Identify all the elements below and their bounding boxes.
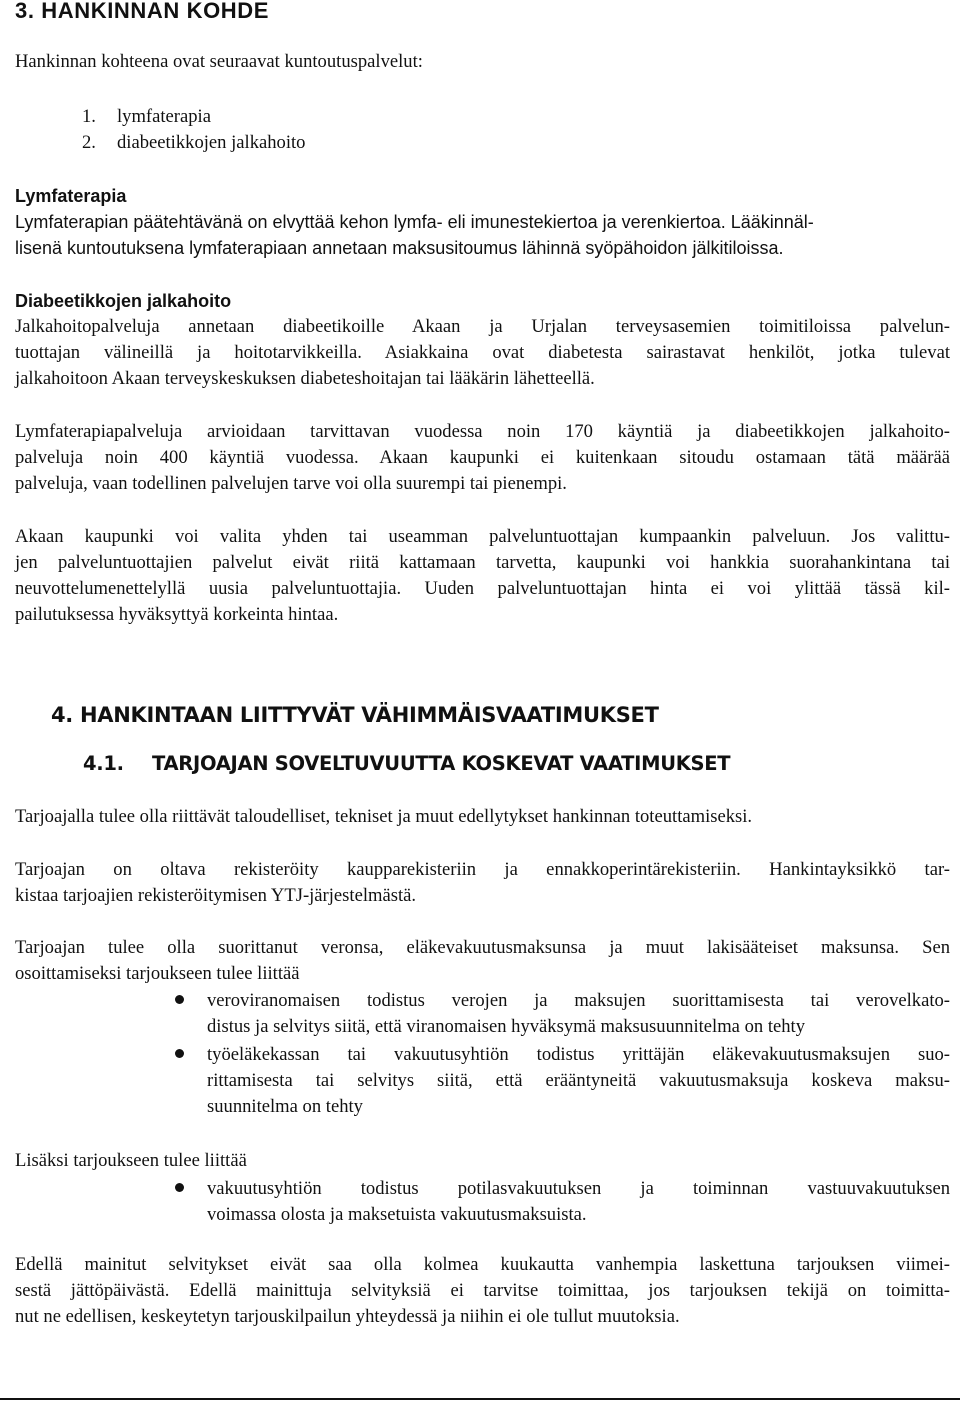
- list-item: [82, 130, 306, 156]
- section-3-heading: 3. HANKINNAN KOHDE: [15, 0, 270, 23]
- list-item: [82, 104, 211, 130]
- list-number: 2.: [82, 132, 96, 153]
- paragraph-line: Lymfaterapiapalveluja arvioidaan tarvittavan vuodessa noin 170 käyntiä ja diabeetikkojen jalkahoito-: [15, 421, 950, 442]
- paragraph-line: Lisäksi tarjoukseen tulee liittää: [15, 1150, 247, 1171]
- paragraph-line: jalkahoitoon Akaan terveyskeskuksen diabeteshoitajan tai lääkärin lähetteellä.: [15, 368, 595, 389]
- paragraph-line: Tarjoajan on oltava rekisteröity kaupparekisteriin ja ennakkoperintärekisteriin. Hankintayksikkö tar-: [15, 859, 950, 880]
- paragraph-line: sestä jättöpäivästä. Edellä mainittuja selvityksiä ei tarvitse toimittaa, jos tarjouksen tekijä on toimitta-: [15, 1280, 950, 1301]
- bullet-line: rittamisesta tai selvitys siitä, että erääntyneitä vakuutusmaksuja koskeva maksu-: [207, 1070, 950, 1091]
- bullet-line: voimassa olosta ja maksetuista vakuutusmaksuista.: [207, 1204, 587, 1225]
- intro-text: Hankinnan kohteena ovat seuraavat kuntoutuspalvelut:: [15, 51, 423, 72]
- subsection-number: 4.1.: [83, 752, 124, 775]
- bullet-line: suunnitelma on tehty: [207, 1096, 363, 1117]
- bullet-line: työeläkekassan tai vakuutusyhtiön todistus yrittäjän eläkevakuutusmaksujen suo-: [207, 1044, 950, 1065]
- paragraph-line: palveluja noin 400 käyntiä vuodessa. Akaan kaupunki ei kuitenkaan sitoudu ostamaan tätä määrää: [15, 447, 950, 468]
- section-4-heading: 4. HANKINTAAN LIITTYVÄT VÄHIMMÄISVAATIMUKSET: [51, 703, 659, 727]
- subsection-title: TARJOAJAN SOVELTUVUUTTA KOSKEVAT VAATIMUKSET: [152, 752, 731, 775]
- paragraph-line: pailutuksessa hyväksyttyä korkeinta hintaa.: [15, 604, 339, 625]
- paragraph-line: Tarjoajan tulee olla suorittanut veronsa, eläkevakuutusmaksunsa ja muut lakisääteiset maksunsa. Sen: [15, 937, 950, 958]
- bullet-line: veroviranomaisen todistus verojen ja maksujen suorittamisesta tai verovelkato-: [207, 990, 950, 1011]
- list-text: lymfaterapia: [117, 106, 211, 127]
- paragraph-line: Akaan kaupunki voi valita yhden tai useamman palveluntuottajan kumpaankin palveluun. Jos valittu-: [15, 526, 950, 547]
- list-number: 1.: [82, 106, 96, 127]
- paragraph-line: Tarjoajalla tulee olla riittävät taloudelliset, tekniset ja muut edellytykset hankinnan toteuttamiseksi.: [15, 806, 753, 827]
- lymfaterapia-heading: Lymfaterapia: [15, 186, 127, 206]
- bullet-icon: [175, 1183, 184, 1192]
- paragraph-line: Lymfaterapian päätehtävänä on elvyttää kehon lymfa- eli imunestekiertoa ja verenkiertoa. Lääkinnäl-: [15, 212, 814, 232]
- bullet-line: vakuutusyhtiön todistus potilasvakuutuksen ja toiminnan vastuuvakuutuksen: [207, 1178, 950, 1199]
- paragraph-line: osoittamiseksi tarjoukseen tulee liittää: [15, 963, 300, 984]
- paragraph-line: Edellä mainitut selvitykset eivät saa olla kolmea kuukautta vanhempia laskettuna tarjouksen viimei-: [15, 1254, 950, 1275]
- bullet-icon: [175, 1049, 184, 1058]
- paragraph-line: Jalkahoitopalveluja annetaan diabeetikoille Akaan ja Urjalan terveysasemien toimitiloissa palvelun-: [15, 316, 950, 337]
- list-text: diabeetikkojen jalkahoito: [117, 132, 306, 153]
- paragraph-line: lisenä kuntoutuksena lymfaterapiaan annetaan maksusitoumus lähinnä syöpähoidon jälkitiloissa.: [15, 238, 784, 258]
- paragraph-line: tuottajan välineillä ja hoitotarvikkeilla. Asiakkaina ovat diabetesta sairastavat henkilöt, jotka tulevat: [15, 342, 950, 363]
- page-bottom-rule: [0, 1398, 960, 1400]
- paragraph-line: jen palveluntuottajien palvelut eivät riitä kattamaan tarvetta, kaupunki voi hankkia suorahankintana tai: [15, 552, 950, 573]
- bullet-icon: [175, 995, 184, 1004]
- bullet-line: distus ja selvitys siitä, että viranomaisen hyväksymä maksusuunnitelma on tehty: [207, 1016, 806, 1037]
- paragraph-line: kistaa tarjoajien rekisteröitymisen YTJ-järjestelmästä.: [15, 885, 417, 906]
- paragraph-line: neuvottelumenettelyllä uusia palveluntuottajia. Uuden palveluntuottajan hinta ei voi ylittää tässä kil-: [15, 578, 950, 599]
- paragraph-line: nut ne edellisen, keskeytetyn tarjouskilpailun yhteydessä ja niihin ei ole tullut muutoksia.: [15, 1306, 680, 1327]
- paragraph-line: palveluja, vaan todellinen palvelujen tarve voi olla suurempi tai pienempi.: [15, 473, 567, 494]
- diabetes-heading: Diabeetikkojen jalkahoito: [15, 291, 232, 311]
